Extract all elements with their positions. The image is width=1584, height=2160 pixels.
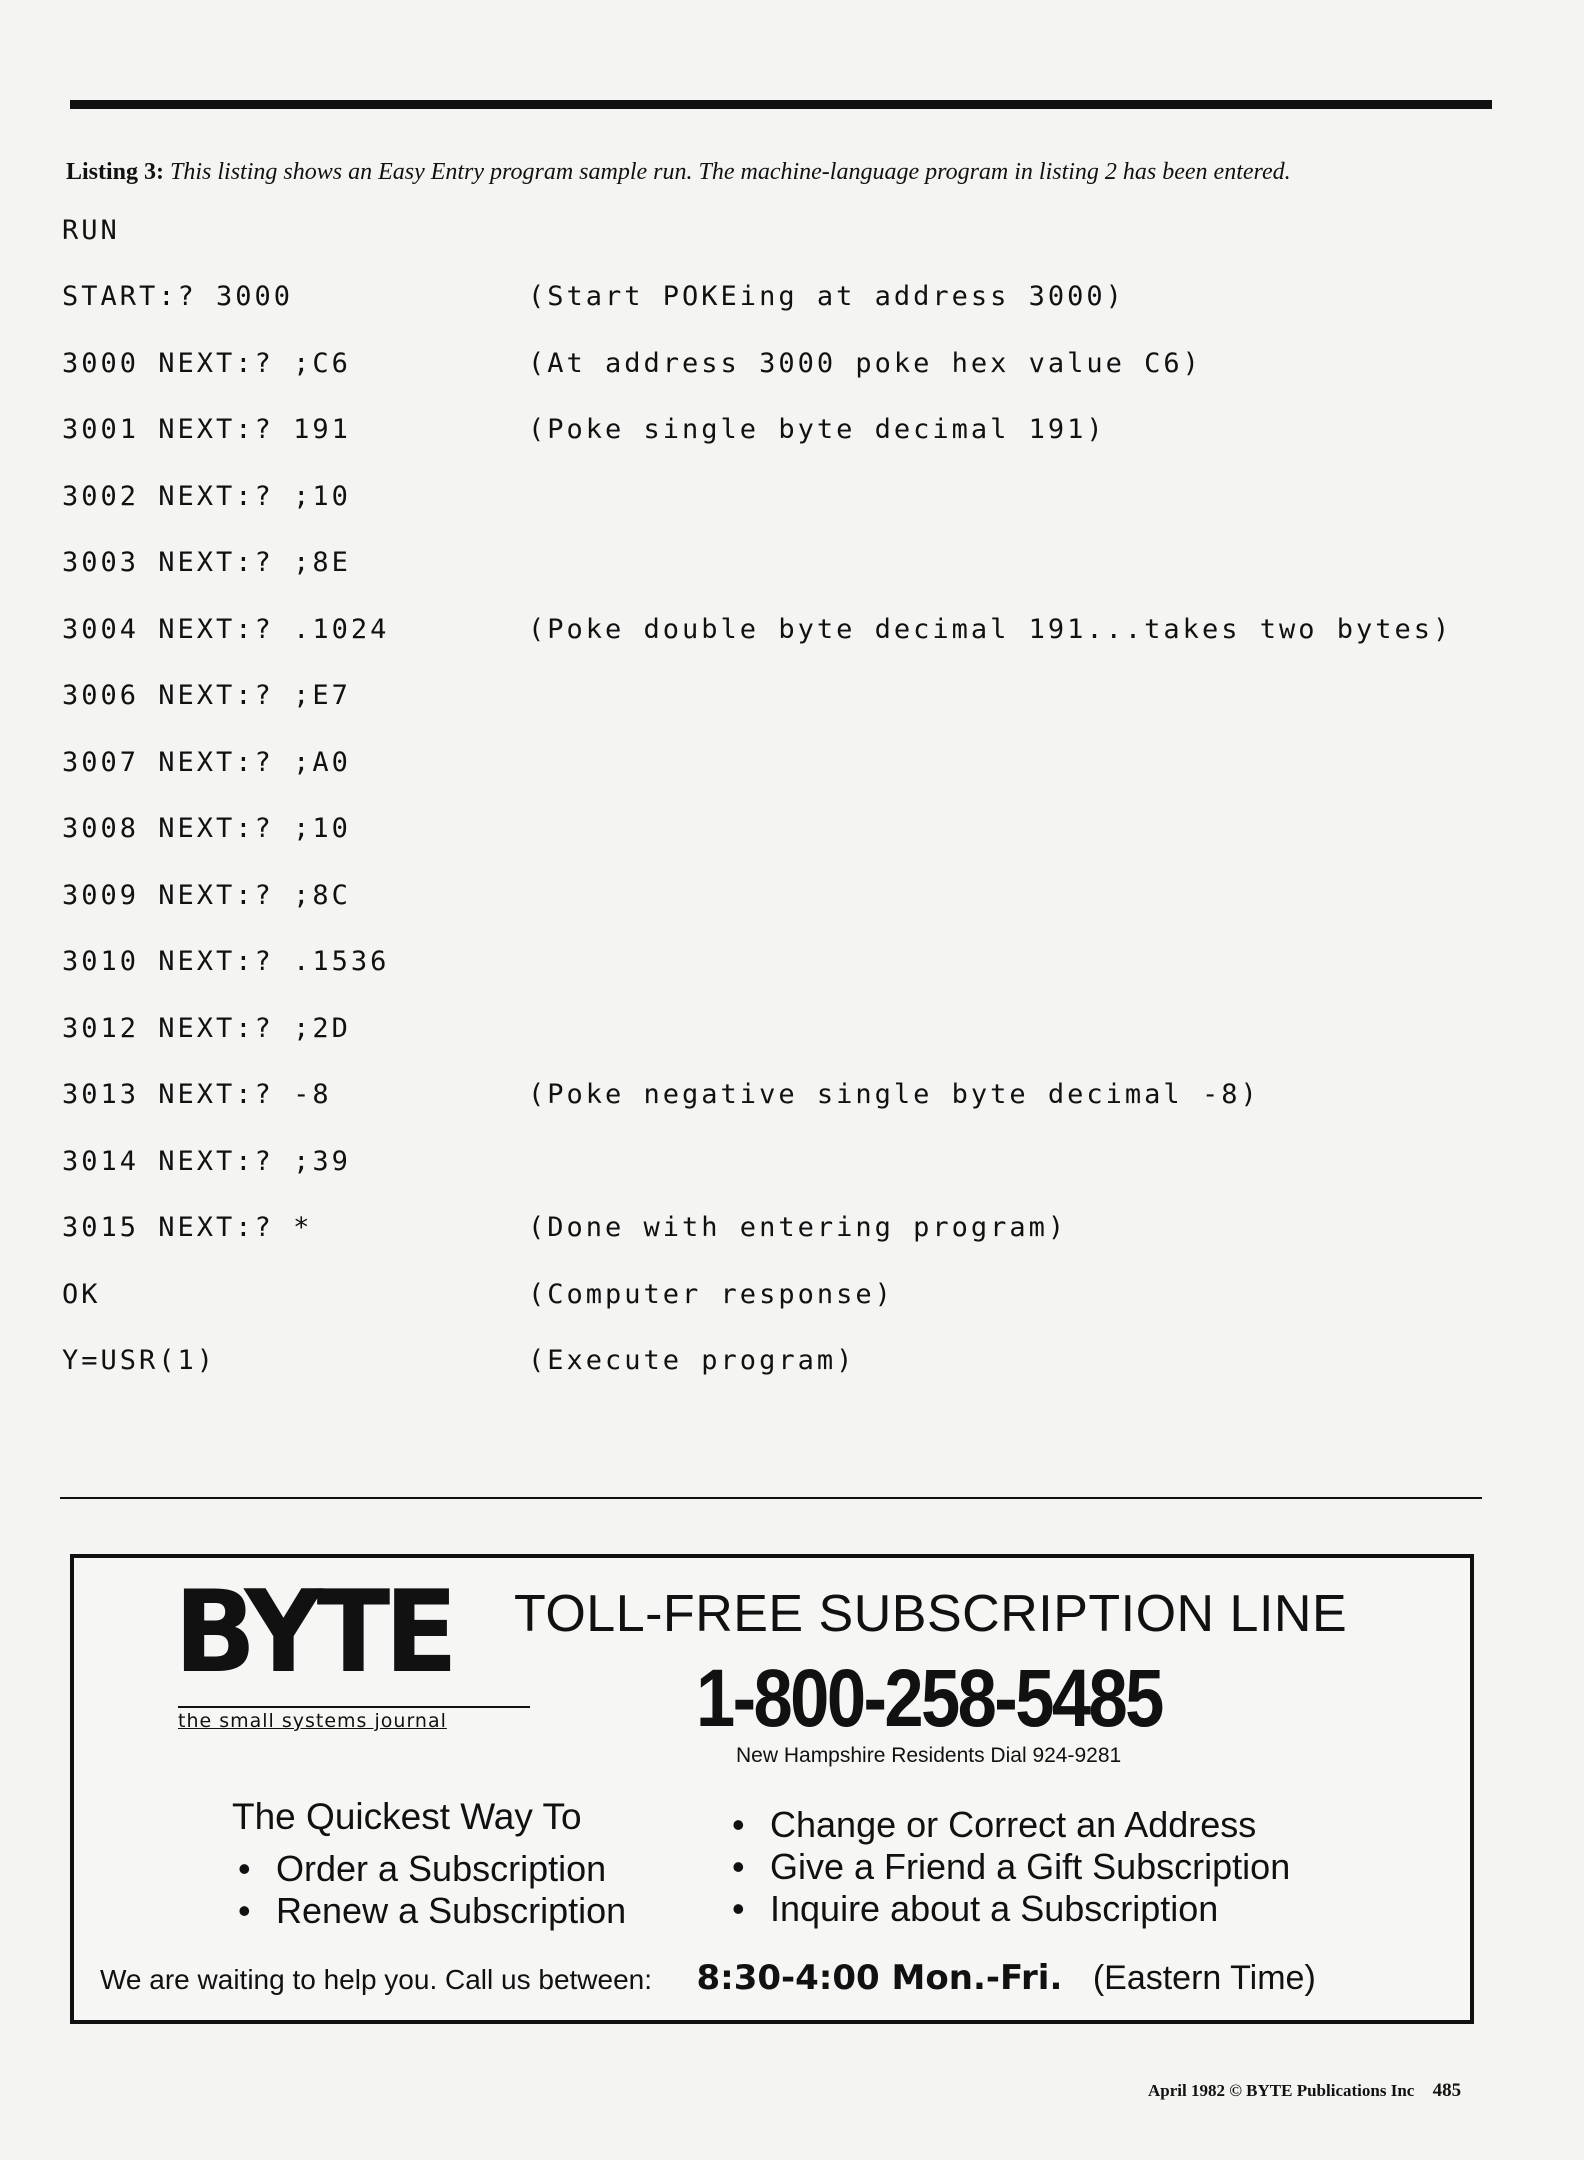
ad-timezone: (Eastern Time) (1092, 1959, 1316, 1997)
ad-list-right (732, 1804, 1290, 1930)
page-number: 485 (1432, 2080, 1462, 2101)
bullet-icon: • (732, 1888, 745, 1929)
ad-lead: The Quickest Way To (232, 1796, 582, 1837)
listing-line: 3000 NEXT:? ;C6 (62, 348, 351, 379)
ad-list-item (238, 1848, 626, 1890)
caption-text: This listing shows an Easy Entry program sample run. The machine-language program in listing 2 has been entered. (170, 159, 1291, 185)
listing-line: 3006 NEXT:? ;E7 (62, 680, 351, 711)
listing-line: START:? 3000 (62, 281, 294, 312)
ad-hours: 8:30-4:00 Mon.-Fri. (696, 1958, 1063, 1998)
ad-list-item (732, 1846, 1290, 1888)
subscription-ad (70, 1554, 1474, 2024)
listing-line: 3007 NEXT:? ;A0 (62, 747, 351, 778)
page-footer (1148, 2080, 1461, 2102)
caption-label: Listing 3: (66, 159, 165, 185)
ad-list-item-text: Inquire about a Subscription (770, 1888, 1219, 1929)
listing-line: 3015 NEXT:? * (62, 1212, 313, 1243)
listing-line: OK (62, 1279, 101, 1310)
listing-line: 3013 NEXT:? -8 (62, 1079, 332, 1110)
listing-line: 3002 NEXT:? ;10 (62, 481, 351, 512)
bullet-icon: • (238, 1848, 251, 1889)
listing-comment: (Poke double byte decimal 191...takes two bytes) (528, 614, 1453, 645)
ad-list-item-text: Order a Subscription (276, 1848, 607, 1889)
listing-line: 3003 NEXT:? ;8E (62, 547, 351, 578)
listing-line: 3008 NEXT:? ;10 (62, 813, 351, 844)
bullet-icon: • (732, 1846, 745, 1887)
ad-list-item-text: Renew a Subscription (276, 1890, 627, 1931)
ad-headline: TOLL-FREE SUBSCRIPTION LINE (514, 1585, 1348, 1643)
bullet-icon: • (238, 1890, 251, 1931)
listing-comment: (Execute program) (528, 1345, 856, 1376)
ad-list-item-text: Give a Friend a Gift Subscription (770, 1846, 1291, 1887)
ad-phone-number: 1-800-258-5485 (696, 1653, 1162, 1744)
listing-line: 3010 NEXT:? .1536 (62, 946, 390, 977)
listing-line: 3012 NEXT:? ;2D (62, 1013, 351, 1044)
ad-footer (100, 1958, 1450, 1998)
ad-list-left (238, 1848, 626, 1932)
listing-line: Y=USR(1) (62, 1345, 217, 1376)
listing-comment: (At address 3000 poke hex value C6) (528, 348, 1202, 379)
listing-comment: (Start POKEing at address 3000) (528, 281, 1125, 312)
byte-logo: BYTE (174, 1566, 453, 1699)
listing-line: 3001 NEXT:? 191 (62, 414, 351, 445)
ad-list-item-text: Change or Correct an Address (770, 1804, 1257, 1845)
ad-list-item (732, 1804, 1290, 1846)
ad-list-item (238, 1890, 626, 1932)
listing-comment: (Done with entering program) (528, 1212, 1068, 1243)
listing-run: RUN (62, 215, 120, 246)
ad-list-item (732, 1888, 1290, 1930)
section-divider (60, 1497, 1482, 1499)
listing-comment: (Poke single byte decimal 191) (528, 414, 1106, 445)
listing-comment: (Computer response) (528, 1279, 894, 1310)
ad-wait-text: We are waiting to help you. Call us between: (100, 1964, 653, 1995)
ad-nh-note: New Hampshire Residents Dial 924-9281 (736, 1744, 1122, 1767)
byte-tagline: the small systems journal (178, 1706, 530, 1732)
bullet-icon: • (732, 1804, 745, 1845)
listing-line: 3014 NEXT:? ;39 (62, 1146, 351, 1177)
listing-line: 3009 NEXT:? ;8C (62, 880, 351, 911)
listing-comment: (Poke negative single byte decimal -8) (528, 1079, 1260, 1110)
footer-credit: April 1982 © BYTE Publications Inc (1148, 2081, 1415, 2100)
listing-line: 3004 NEXT:? .1024 (62, 614, 390, 645)
